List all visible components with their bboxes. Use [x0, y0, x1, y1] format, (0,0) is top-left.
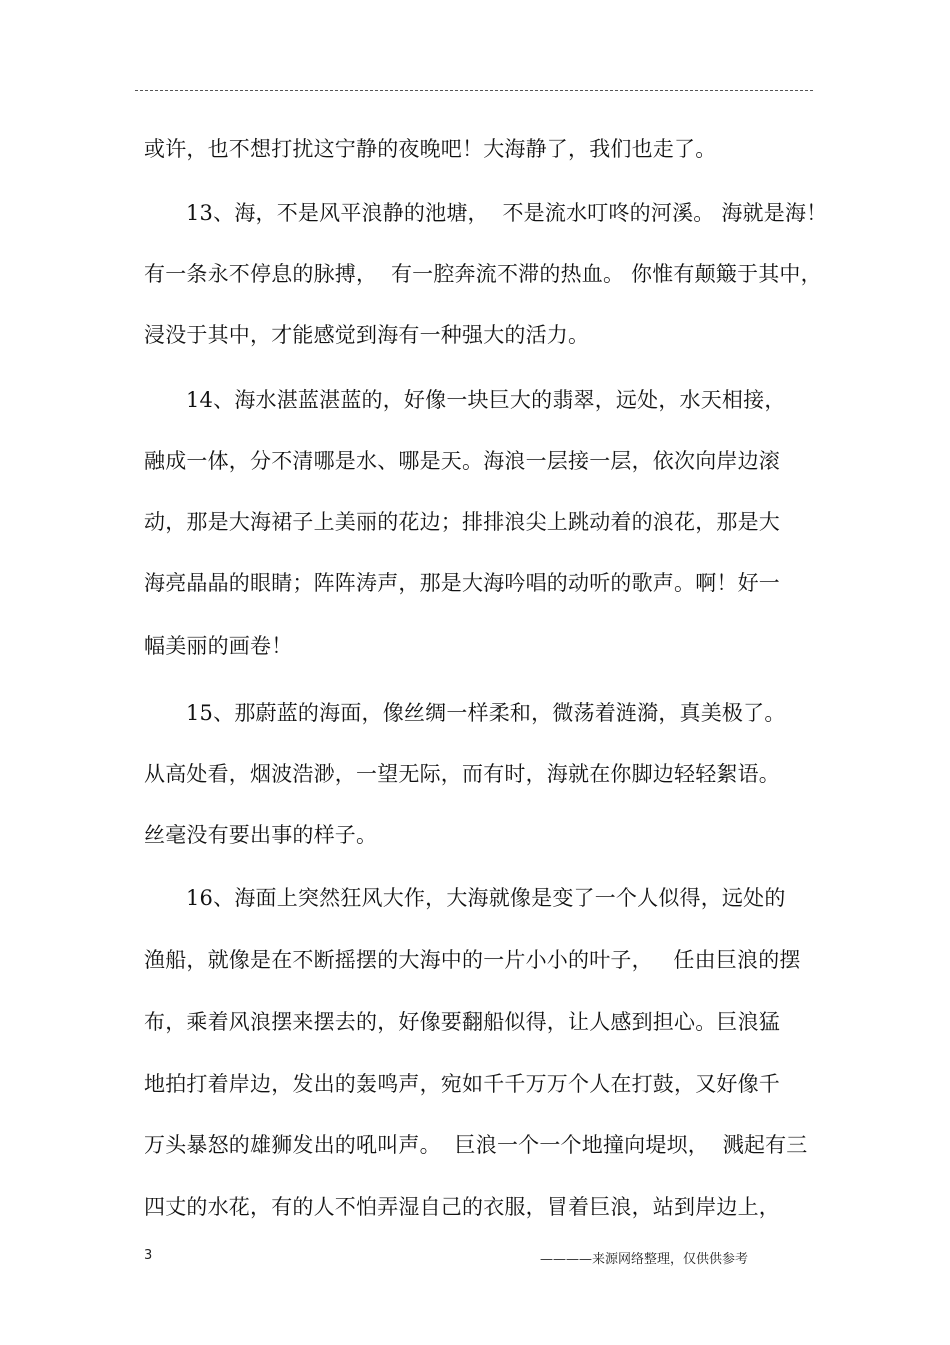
body-line: 从高处看，烟波浩渺，一望无际，而有时，海就在你脚边轻轻絮语。: [144, 762, 780, 786]
body-line: 地拍打着岸边，发出的轰鸣声，宛如千千万万个人在打鼓，又好像千: [144, 1072, 780, 1096]
body-line: 万头暴怒的雄狮发出的吼叫声。 巨浪一个一个地撞向堤坝， 溅起有三: [144, 1133, 808, 1157]
body-line: 16、海面上突然狂风大作，大海就像是变了一个人似得，远处的: [186, 886, 786, 910]
source-note: ————来源网络整理，仅供供参考: [540, 1252, 749, 1267]
body-line: 13、海，不是风平浪静的池塘， 不是流水叮咚的河溪。 海就是海！: [186, 201, 828, 225]
body-line: 浸没于其中，才能感觉到海有一种强大的活力。: [144, 323, 590, 347]
body-line: 或许，也不想打扰这宁静的夜晚吧！大海静了，我们也走了。: [144, 137, 717, 161]
body-line: 融成一体，分不清哪是水、哪是天。海浪一层接一层，依次向岸边滚: [144, 449, 780, 473]
body-line: 海亮晶晶的眼睛；阵阵涛声，那是大海吟唱的动听的歌声。啊！好一: [144, 571, 780, 595]
body-line: 幅美丽的画卷！: [144, 634, 293, 658]
body-line: 动，那是大海裙子上美丽的花边；排排浪尖上跳动着的浪花，那是大: [144, 510, 780, 534]
body-line: 丝毫没有要出事的样子。: [144, 823, 378, 847]
body-line: 有一条永不停息的脉搏， 有一腔奔流不滞的热血。 你惟有颠簸于其中，: [144, 262, 822, 286]
body-line: 四丈的水花，有的人不怕弄湿自己的衣服，冒着巨浪，站到岸边上，: [144, 1195, 780, 1219]
body-line: 渔船，就像是在不断摇摆的大海中的一片小小的叶子， 任由巨浪的摆: [144, 948, 801, 972]
body-line: 布，乘着风浪摆来摆去的，好像要翻船似得，让人感到担心。巨浪猛: [144, 1010, 780, 1034]
body-line: 14、海水湛蓝湛蓝的，好像一块巨大的翡翠，远处，水天相接，: [186, 388, 786, 412]
page-number: 3: [144, 1248, 153, 1263]
header-divider: [135, 90, 813, 91]
body-line: 15、那蔚蓝的海面，像丝绸一样柔和，微荡着涟漪，真美极了。: [186, 701, 786, 725]
